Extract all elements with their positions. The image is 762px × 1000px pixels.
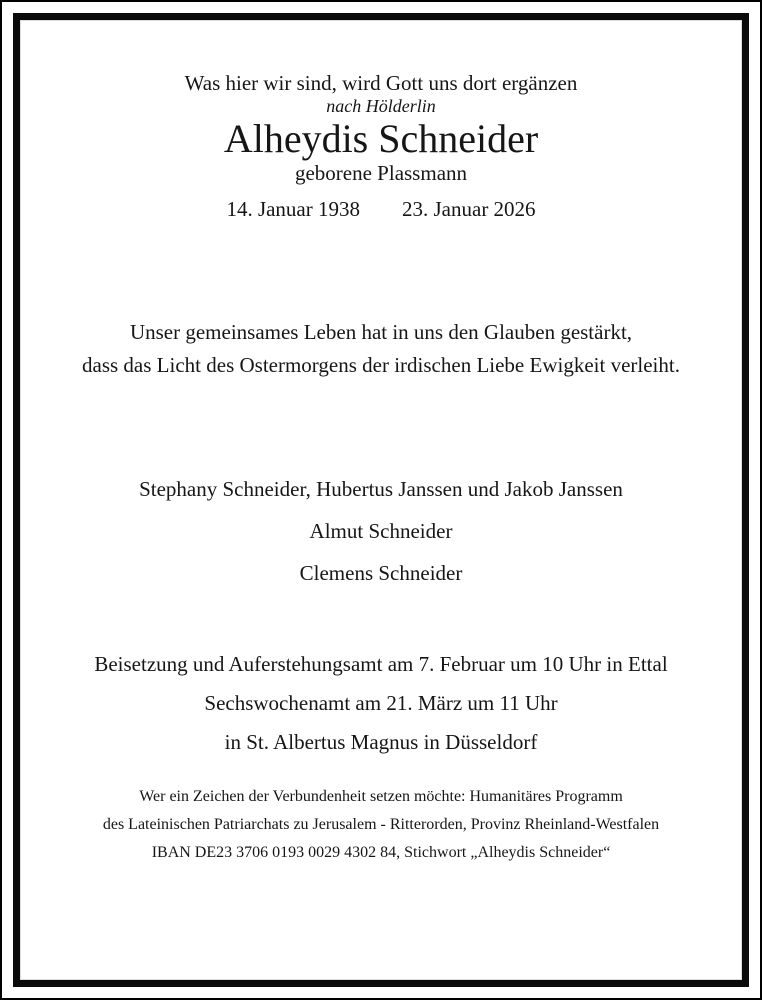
- obituary-inner-frame: [13, 13, 749, 987]
- donation-line-1: Wer ein Zeichen der Verbundenheit setzen möchte: Humanitäres Programm: [139, 788, 623, 806]
- tribute-line-1: Unser gemeinsames Leben hat in uns den Glauben gestärkt,: [129, 320, 633, 345]
- mourners-line-3: Clemens Schneider: [299, 561, 463, 586]
- service-details: [20, 652, 742, 755]
- maiden-name: geborene Plassmann: [294, 161, 468, 186]
- mourners-line-2: Almut Schneider: [309, 519, 453, 544]
- service-line-2: Sechswochenamt am 21. März um 11 Uhr: [204, 691, 558, 716]
- epigraph: [20, 70, 742, 117]
- tribute-line-2: dass das Licht des Ostermorgens der irdischen Liebe Ewigkeit verleiht.: [82, 353, 680, 378]
- donation-line-2: des Lateinischen Patriarchats zu Jerusalem - Ritterorden, Provinz Rheinland-Westfalen: [102, 816, 660, 834]
- donation-info: [20, 783, 742, 867]
- deceased-name: Alheydis Schneider: [223, 116, 539, 162]
- death-date: 23. Januar 2026: [402, 197, 536, 222]
- service-line-3: in St. Albertus Magnus in Düsseldorf: [224, 730, 538, 755]
- mourners-line-1: Stephany Schneider, Hubertus Janssen und Jakob Janssen: [139, 477, 623, 502]
- tribute-text: [20, 316, 742, 382]
- epigraph-attribution: nach Hölderlin: [326, 96, 436, 117]
- life-dates: [20, 197, 742, 222]
- birth-date: 14. Januar 1938: [226, 197, 360, 222]
- service-line-1: Beisetzung und Auferstehungsamt am 7. Februar um 10 Uhr in Ettal: [94, 652, 668, 677]
- donation-line-3: IBAN DE23 3706 0193 0029 4302 84, Stichwort „Alheydis Schneider“: [151, 844, 611, 862]
- epigraph-quote: Was hier wir sind, wird Gott uns dort ergänzen: [184, 71, 578, 95]
- mourners-list: [20, 477, 742, 586]
